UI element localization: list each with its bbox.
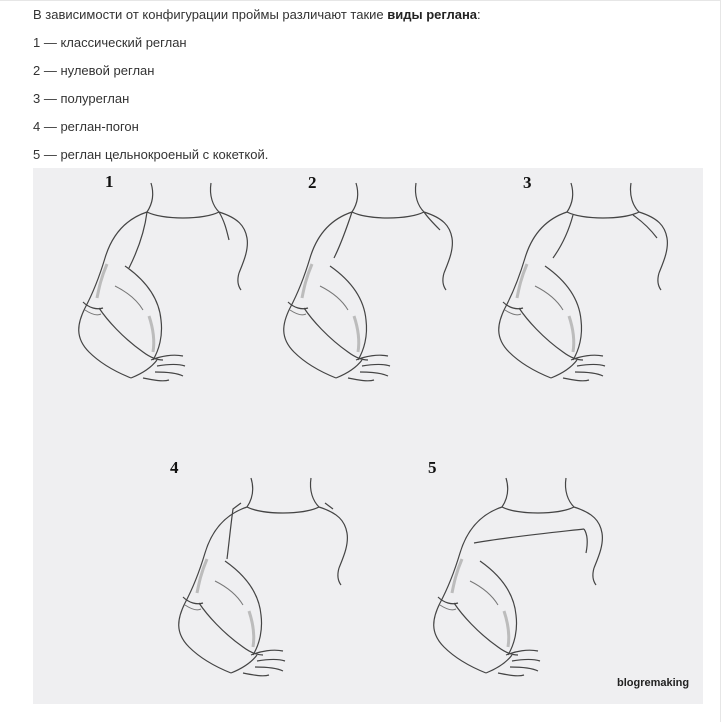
sketch-half-raglan [499,183,668,381]
top-divider [0,0,721,1]
list-item: 4 — реглан-погон [33,119,139,134]
sketch-label: 5 [428,458,437,477]
watermark: blogremaking [617,677,690,689]
article-text [33,6,481,174]
list-item: 5 — реглан цельнокроеный с кокеткой. [33,147,269,162]
raglan-sketches [33,168,703,704]
sketch-label: 4 [170,458,179,477]
list-item: 2 — нулевой реглан [33,63,155,78]
sketch-classic-raglan [79,183,248,381]
sketch-yoke-raglan [434,478,603,676]
intro-paragraph [33,6,481,34]
list-item: 3 — полуреглан [33,91,130,106]
intro-bold: виды реглана [387,7,478,22]
sketch-zero-raglan [284,183,453,381]
raglan-types-illustration [33,168,703,704]
sketch-label: 1 [105,172,114,191]
list-item: 1 — классический реглан [33,35,187,50]
sketch-label: 3 [523,173,532,192]
sketch-saddle-raglan [179,478,348,676]
intro-suffix: : [477,7,481,22]
sketch-label: 2 [308,173,317,192]
intro-prefix: В зависимости от конфигурации проймы различают такие [33,7,388,22]
